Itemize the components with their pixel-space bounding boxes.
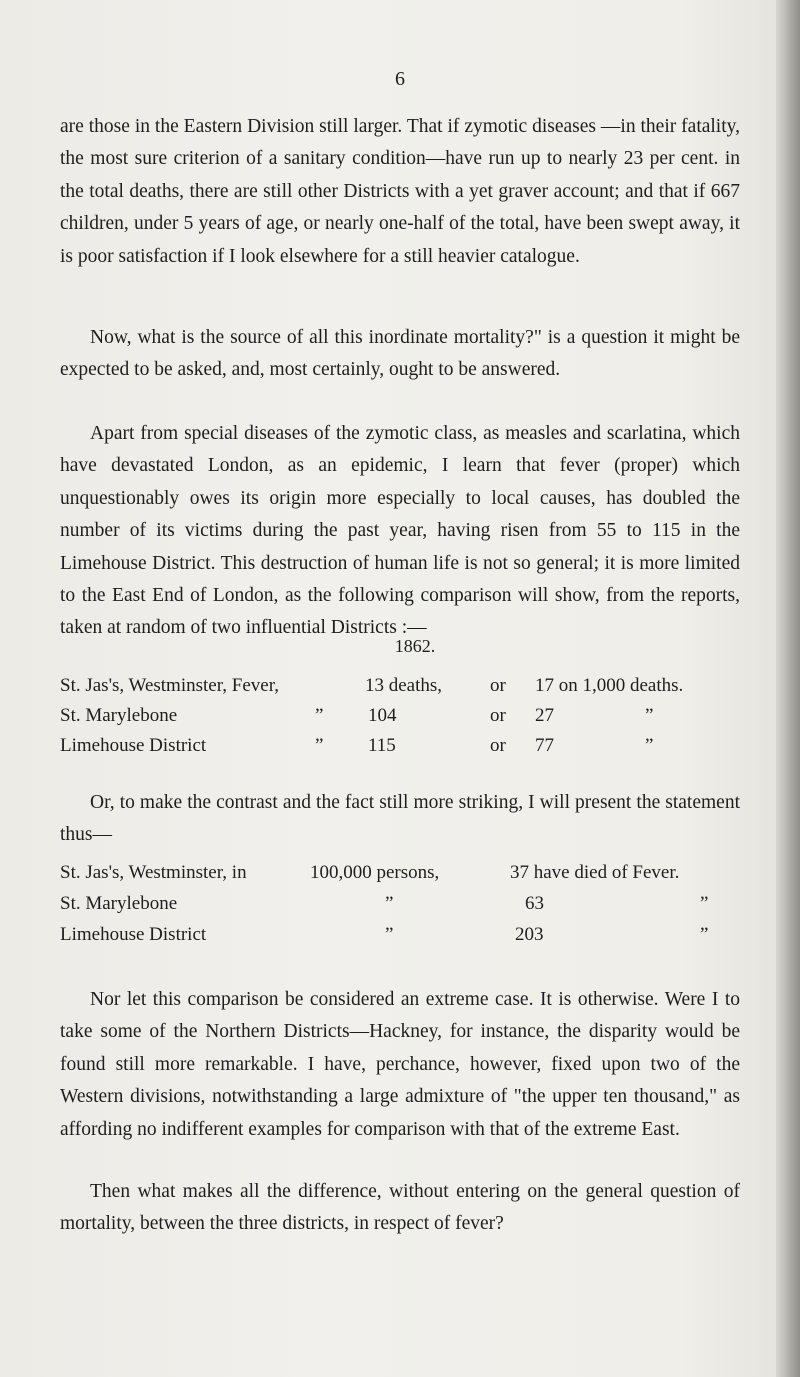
or-word: or — [490, 705, 506, 726]
ditto-mark: ” — [385, 924, 394, 945]
fever-deaths: 203 — [515, 924, 544, 945]
paragraph-6: Then what makes all the difference, without entering on the general question of mortality, between the three districts, in respect of fever? — [60, 1181, 740, 1235]
death-rate: 17 on 1,000 deaths. — [535, 675, 684, 696]
paragraph-2: Now, what is the source of all this inordinate mortality?" is a question it might be expected to be asked, and, most certainly, ought to be answered. — [60, 327, 740, 381]
table1-row — [60, 675, 750, 705]
ditto-mark: ” — [315, 705, 324, 726]
table2-row — [60, 924, 750, 954]
table1-row — [60, 735, 750, 765]
table2-row — [60, 893, 750, 923]
paragraph-1: are those in the Eastern Division still larger. That if zymotic diseases —in their fatality, the most sure criterion of a sanitary condition—have run up to nearly 23 per cent. in the total deaths, there are still other Districts with a yet graver account; and that if 667 children, under 5 years of age, or nearly one-half of the total, have been swept away, it is poor satisfaction if I look elsewhere for a still heavier catalogue. — [60, 116, 740, 267]
fever-deaths: 37 have died of Fever. — [510, 862, 680, 883]
death-rate: 27 — [535, 705, 554, 726]
book-spine — [776, 0, 800, 1377]
death-count: 13 deaths, — [365, 675, 443, 696]
population: 100,000 persons, — [310, 862, 440, 883]
paragraph-3: Apart from special diseases of the zymotic class, as measles and scarlatina, which have devastated London, as an epidemic, I learn that fever (proper) which unquestionably owes its origin more especially to local causes, has doubled the number of its victims during the past year, having risen from 55 to 115 in the Limehouse District. This destruction of human life is not so general; it is more limited to the East End of London, as the following comparison will show, from the reports, taken at random of two influential Districts :— — [60, 423, 740, 639]
fever-deaths: 63 — [525, 893, 544, 914]
page-number: 6 — [395, 68, 405, 90]
ditto-mark: ” — [700, 924, 709, 945]
district-name: St. Jas's, Westminster, Fever, — [60, 675, 280, 696]
ditto-mark: ” — [700, 893, 709, 914]
table1-row — [60, 705, 750, 735]
or-word: or — [490, 675, 506, 696]
table-year-heading: 1862. — [394, 636, 436, 656]
paragraph-4: Or, to make the contrast and the fact still more striking, I will present the statement thus— — [60, 792, 740, 846]
death-count: 115 — [368, 735, 396, 756]
or-word: or — [490, 735, 506, 756]
district-name: St. Marylebone — [60, 893, 178, 914]
death-count: 104 — [368, 705, 397, 726]
ditto-mark: ” — [315, 735, 324, 756]
district-name: St. Jas's, Westminster, in — [60, 862, 247, 883]
ditto-mark: ” — [645, 705, 654, 726]
district-name: Limehouse District — [60, 924, 207, 945]
district-name: St. Marylebone — [60, 705, 178, 726]
paragraph-5: Nor let this comparison be considered an extreme case. It is otherwise. Were I to take some of the Northern Districts—Hackney, for instance, the disparity would be found still more remarkable. I have, perchance, however, fixed upon two of the Western divisions, notwithstanding a large admixture of "the upper ten thousand," as affording no indifferent examples for comparison with that of the extreme East. — [60, 989, 740, 1140]
ditto-mark: ” — [385, 893, 394, 914]
death-rate: 77 — [535, 735, 554, 756]
table2-row — [60, 862, 750, 892]
district-name: Limehouse District — [60, 735, 207, 756]
ditto-mark: ” — [645, 735, 654, 756]
